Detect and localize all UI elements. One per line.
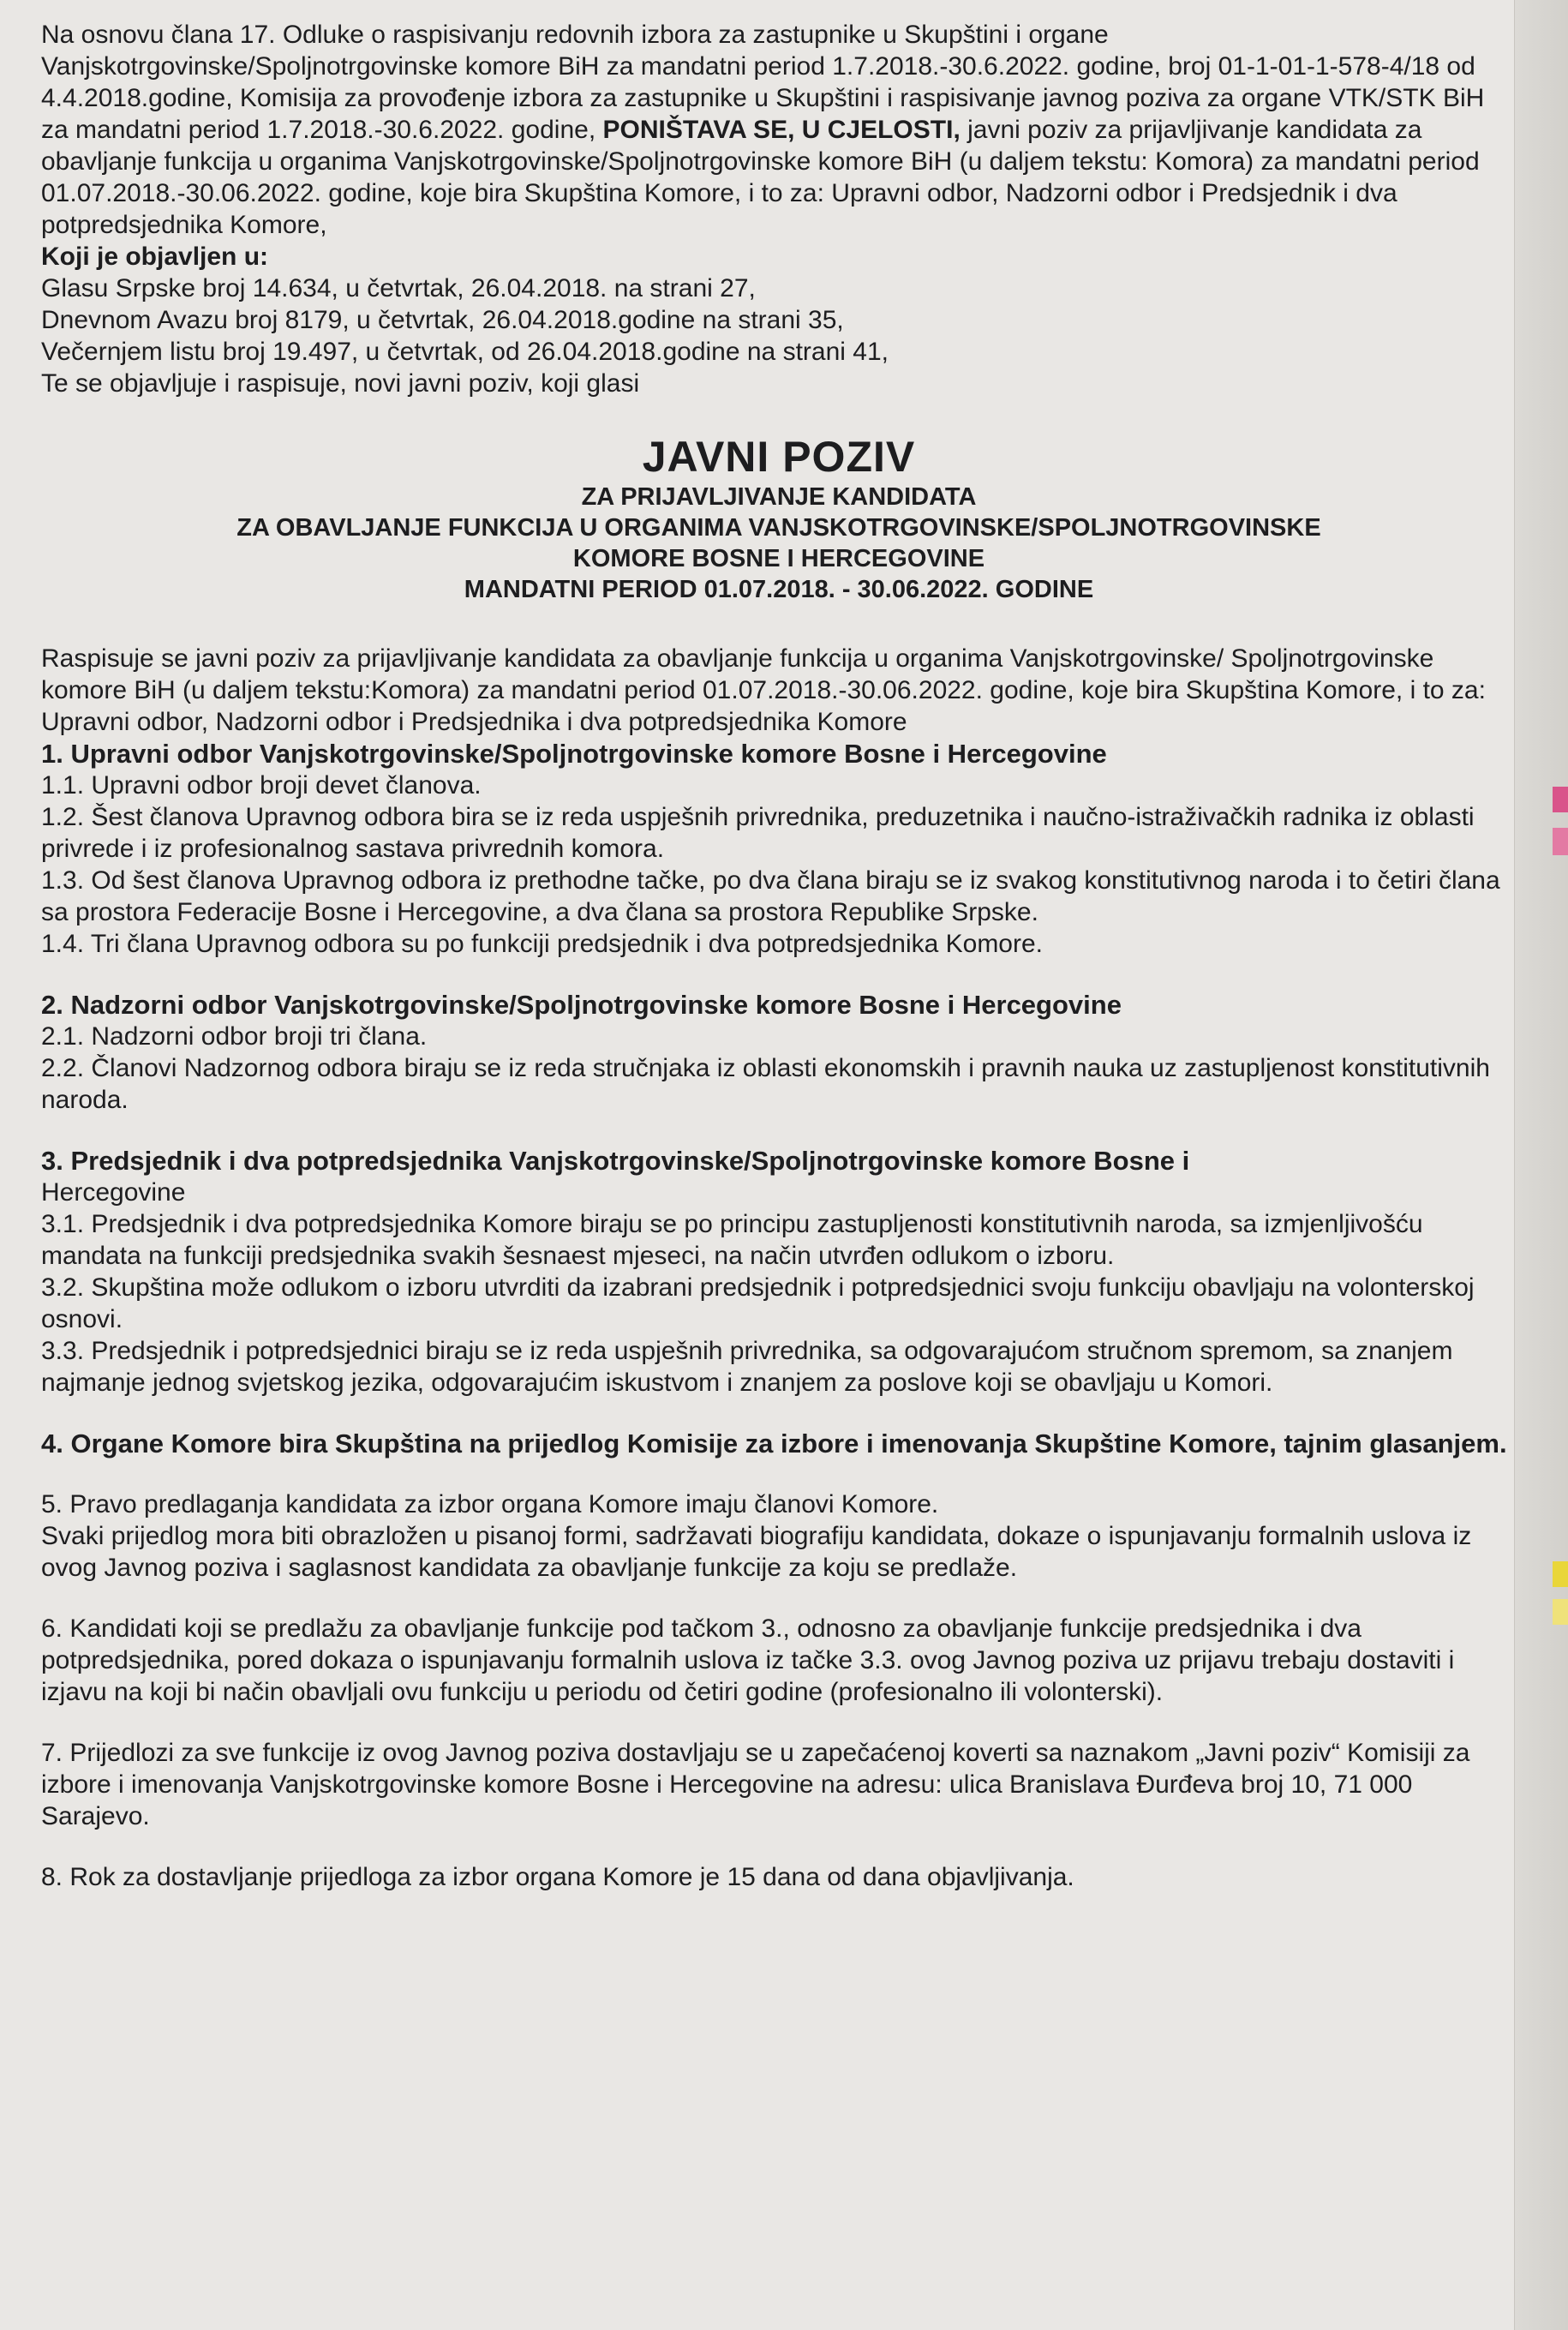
section-1 — [41, 738, 1517, 960]
annulment-statement: PONIŠTAVA SE, U CJELOSTI, — [602, 116, 961, 144]
intro-block — [41, 19, 1517, 399]
notice-subtitle: ZA PRIJAVLJIVANJE KANDIDATA — [581, 483, 977, 511]
section-heading: 3. Predsjednik i dva potpredsjednika Vanjskotrgovinske/Spoljnotrgovinske komore Bosne i — [41, 1146, 1190, 1176]
section-2 — [41, 989, 1517, 1116]
publication-line: Glasu Srpske broj 14.634, u četvrtak, 26.04.2018. na strani 27, — [41, 274, 756, 302]
section-item: 1.3. Od šest članova Upravnog odbora iz prethodne tačke, po dva člana biraju se iz svakog konstitutivnog naroda i to četiri člana sa prostora Federacije Bosne i Hercegovine, a dva člana sa prostora Republike Srpske. — [41, 866, 1500, 926]
published-label: Koji je objavljen u: — [41, 243, 269, 271]
section-heading: 2. Nadzorni odbor Vanjskotrgovinske/Spoljnotrgovinske komore Bosne i Hercegovine — [41, 990, 1122, 1020]
notice-subtitle: KOMORE BOSNE I HERCEGOVINE — [572, 545, 985, 572]
section-item: 1.2. Šest članova Upravnog odbora bira se iz reda uspješnih privrednika, preduzetnika i naučno-istraživačkih radnika iz oblasti privrede i iz profesionalnog sastava privrednih komora. — [41, 803, 1475, 863]
section-7 — [41, 1737, 1517, 1832]
section-8 — [41, 1861, 1517, 1893]
section-item: 3.2. Skupština može odlukom o izboru utvrditi da izabrani predsjednik i potpredsjednici svoju funkciju obavljaju na volonterskoj osnovi. — [41, 1273, 1475, 1333]
notice-title-block — [41, 432, 1517, 605]
section-item: 3.1. Predsjednik i dva potpredsjednika Komore biraju se po principu zastupljenosti konstitutivnih naroda, sa izmjenljivošću mandata na funkciji predsjednika svakih šesnaest mjeseci, na način utvrđen odlukom o izboru. — [41, 1210, 1423, 1270]
section-4 — [41, 1428, 1517, 1459]
notice-period: MANDATNI PERIOD 01.07.2018. - 30.06.2022. GODINE — [464, 576, 1094, 603]
section-heading-continued: Hercegovine — [41, 1178, 186, 1207]
intro-paragraph — [41, 19, 1517, 241]
lead-paragraph: Raspisuje se javni poziv za prijavljivanje kandidata za obavljanje funkcija u organima Vanjskotrgovinske/ Spoljnotrgovinske komore BiH (u daljem tekstu:Komora) za mandatni period 01.07.2018.-30.06.2022. godine, koje bira Skupština Komore, i to za: Upravni odbor, Nadzorni odbor i Predsjednika i dva potpredsjednika Komore — [41, 644, 1486, 736]
section-paragraph: 7. Prijedlozi za sve funkcije iz ovog Javnog poziva dostavljaju se u zapečaćenoj koverti sa naznakom „Javni poziv“ Komisiji za izbore i imenovanja Vanjskotrgovinske komore Bosne i Hercegovine na adresu: ulica Branislava Đurđeva broj 10, 71 000 Sarajevo. — [41, 1739, 1470, 1830]
notice-subtitle: ZA OBAVLJANJE FUNKCIJA U ORGANIMA VANJSKOTRGOVINSKE/SPOLJNOTRGOVINSKE — [236, 514, 1321, 542]
publication-line: Te se objavljuje i raspisuje, novi javni poziv, koji glasi — [41, 369, 640, 398]
section-item: 3.3. Predsjednik i potpredsjednici biraju se iz reda uspješnih privrednika, sa odgovarajućom stručnom spremom, sa znanjem najmanje jednog svjetskog jezika, odgovarajućim iskustvom i znanjem za poslove koji se obavljaju u Komori. — [41, 1337, 1453, 1397]
publication-line: Dnevnom Avazu broj 8179, u četvrtak, 26.04.2018.godine na strani 35, — [41, 306, 844, 334]
yellow-side-mark — [1553, 1561, 1568, 1587]
section-heading: 1. Upravni odbor Vanjskotrgovinske/Spoljnotrgovinske komore Bosne i Hercegovine — [41, 739, 1107, 769]
section-item: Svaki prijedlog mora biti obrazložen u pisanoj formi, sadržavati biografiju kandidata, dokaze o ispunjavanju formalnih uslova iz ovog Javnog poziva i saglasnost kandidata za obavljanje funkcije za koju se predlaže. — [41, 1522, 1472, 1582]
section-item: 5. Pravo predlaganja kandidata za izbor organa Komore imaju članovi Komore. — [41, 1490, 939, 1518]
section-item: 2.1. Nadzorni odbor broji tri člana. — [41, 1022, 428, 1051]
section-heading: 4. Organe Komore bira Skupština na prijedlog Komisije za izbore i imenovanja Skupštine Komore, tajnim glasanjem. — [41, 1429, 1507, 1458]
notice-page — [41, 19, 1517, 1922]
yellow-side-mark-light — [1553, 1599, 1568, 1625]
section-3 — [41, 1145, 1517, 1399]
section-paragraph: 6. Kandidati koji se predlažu za obavljanje funkcije pod tačkom 3., odnosno za obavljanje funkcije predsjednika i dva potpredsjednika, pored dokaza o ispunjavanju formalnih uslova iz tačke 3.3. ovog Javnog poziva uz prijavu trebaju dostaviti i izjavu na koji bi način obavljali ovu funkciju u periodu od četiri godine (profesionalno ili volonterski). — [41, 1614, 1455, 1706]
section-6 — [41, 1613, 1517, 1708]
section-item: 1.1. Upravni odbor broji devet članova. — [41, 771, 482, 800]
section-paragraph: 8. Rok za dostavljanje prijedloga za izbor organa Komore je 15 dana od dana objavljivanja. — [41, 1863, 1074, 1891]
notice-title: JAVNI POZIV — [642, 433, 916, 481]
pink-side-mark — [1553, 787, 1568, 812]
pink-side-mark-light — [1553, 828, 1568, 855]
intro-text: Na osnovu člana 17. Odluke o raspisivanju redovnih izbora za zastupnike u Skupštini i organe Vanjskotrgovinske/Spoljnotrgovinske komore BiH za mandatni period 1.7.2018.-30.6.2022. godine, broj 01-1-01-1-578-4/18 od 4.4.2018.godine, Komisija za provođenje izbora za zastupnike u Skupštini i raspisivanje javnog poziva za organe VTK/STK BiH za mandatni period 1.7.2018.-30.6.2022. godine, — [41, 21, 1485, 144]
section-5 — [41, 1488, 1517, 1584]
section-item: 2.2. Članovi Nadzornog odbora biraju se iz reda stručnjaka iz oblasti ekonomskih i pravnih nauka uz zastupljenost konstitutivnih naroda. — [41, 1054, 1490, 1114]
publication-line: Večernjem listu broj 19.497, u četvrtak, od 26.04.2018.godine na strani 41, — [41, 338, 889, 366]
adjacent-page-edge — [1514, 0, 1568, 2330]
section-item: 1.4. Tri člana Upravnog odbora su po funkciji predsjednik i dva potpredsjednika Komore. — [41, 930, 1044, 958]
intro-text-continued: javni poziv za prijavljivanje kandidata za obavljanje funkcija u organima Vanjskotrgovinske/Spoljnotrgovinske komore BiH (u daljem tekstu: Komora) za mandatni period 01.07.2018.-30.06.2022. godine, koje bira Skupština Komore, i to za: Upravni odbor, Nadzorni odbor i Predsjednik i dva potpredsjednika Komore, — [41, 116, 1480, 239]
